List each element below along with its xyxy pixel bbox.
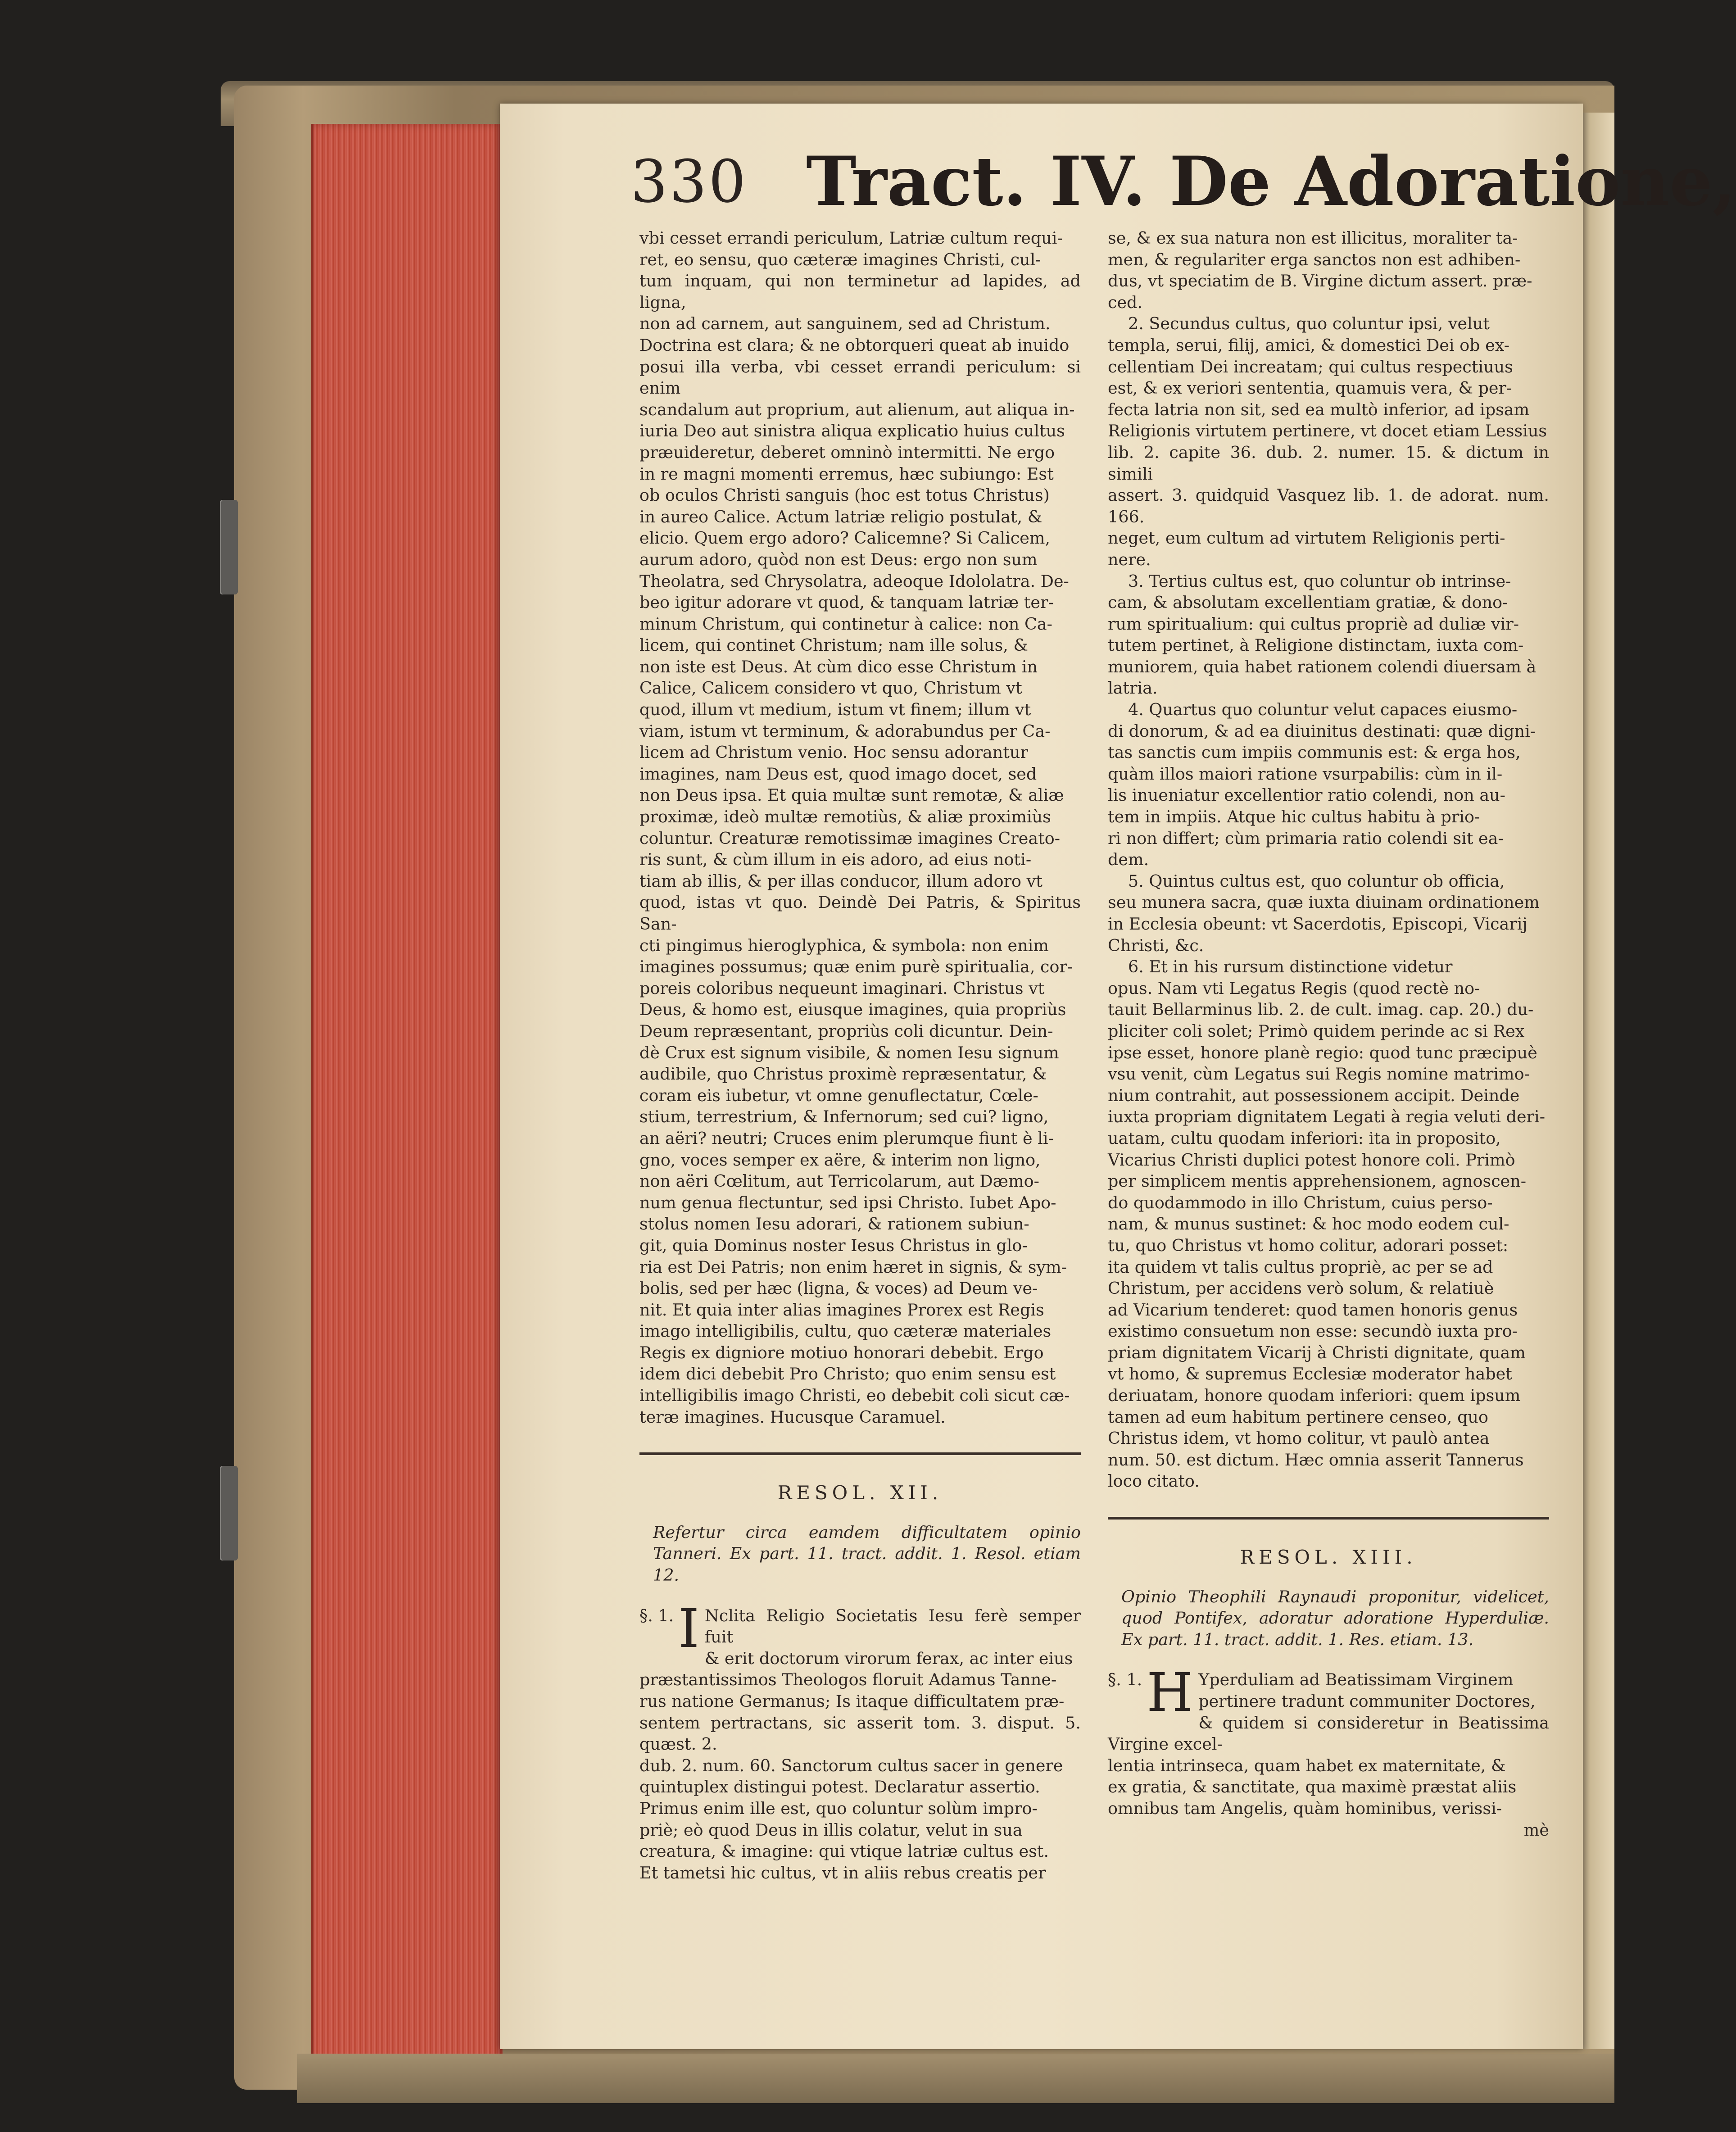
text-line: iuria Deo aut sinistra aliqua explicatio huius cultus — [639, 421, 1065, 441]
text-line: Theolatra, sed Chrysolatra, adeoque Idololatra. De- — [639, 571, 1069, 591]
text-line: Doctrina est clara; & ne obtorqueri queat ab inuido — [639, 335, 1070, 355]
text-line: ri non differt; cùm primaria ratio colendi sit ea- — [1108, 828, 1504, 848]
text-line: Calice, Calicem considero vt quo, Christum vt — [639, 678, 1022, 698]
text-line: se, & ex sua natura non est illicitus, moraliter ta- — [1108, 228, 1518, 248]
text-line: nium contrahit, aut possessionem accipit. Deinde — [1108, 1085, 1520, 1105]
text-line: lis inueniatur excellentior ratio colendi, non au- — [1108, 785, 1505, 805]
resol-heading: RESOL. XIII. — [1240, 1546, 1417, 1569]
text-line: posui illa verba, vbi cesset errandi periculum: si enim — [639, 357, 1081, 398]
text-line: ita quidem vt talis cultus propriè, ac per se ad — [1108, 1257, 1493, 1277]
text-line: dem. — [1108, 850, 1149, 870]
text-line: creatura, & imagine: qui vtique latriæ cultus est. — [639, 1842, 1049, 1861]
text-line: & erit doctorum virorum ferax, ac inter eius — [704, 1648, 1073, 1668]
text-line: elicio. Quem ergo adoro? Calicemne? Si Calicem, — [639, 528, 1051, 548]
text-line: cellentiam Dei increatam; qui cultus respectiuus — [1108, 357, 1513, 377]
text-line: nit. Et quia inter alias imagines Prorex est Regis — [639, 1300, 1044, 1320]
text-line: coram eis iubetur, vt omne genuflectatur, Cœle- — [639, 1085, 1038, 1105]
text-line: Religionis virtutem pertinere, vt docet etiam Lessius — [1108, 421, 1547, 441]
section-divider — [1108, 1517, 1549, 1520]
text-line: dub. 2. num. 60. Sanctorum cultus sacer in genere — [639, 1755, 1063, 1775]
text-line: rus natione Germanus; Is itaque difficultatem præ- — [639, 1692, 1065, 1711]
text-line: existimo consuetum non esse: secundò iuxta pro- — [1108, 1321, 1518, 1341]
clasp — [220, 1466, 238, 1560]
text-line: Christum, per accidens verò solum, & relatiuè — [1108, 1279, 1494, 1298]
left-column-body — [639, 227, 1081, 1428]
text-line: præuideretur, deberet omninò intermitti. Ne ergo — [639, 442, 1055, 462]
drop-cap: H — [1147, 1661, 1193, 1724]
text-line: in aureo Calice. Actum latriæ religio postulat, & — [639, 507, 1043, 526]
text-line: muniorem, quia habet rationem colendi diuersam à — [1108, 657, 1537, 676]
text-line: Deum repræsentant, propriùs coli dicuntur. Dein- — [639, 1021, 1053, 1041]
text-line: præstantissimos Theologos floruit Adamus Tanne- — [639, 1670, 1057, 1690]
running-title: Tract. IV. De Adoratione, — [806, 142, 1736, 221]
text-line: 5. Quintus cultus est, quo coluntur ob officia, — [1128, 871, 1505, 891]
text-line: Regis ex digniore motiuo honorari debebit. Ergo — [639, 1343, 1044, 1362]
text-line: assert. 3. quidquid Vasquez lib. 1. de adorat. num. 166. — [1108, 485, 1549, 526]
text-line: coluntur. Creaturæ remotissimæ imagines Creato- — [639, 828, 1061, 848]
text-line: idem dici debebit Pro Christo; quo enim sensu est — [639, 1364, 1056, 1384]
text-line: vbi cesset errandi periculum, Latriæ cultum requi- — [639, 228, 1063, 248]
section-paragraph — [1108, 1661, 1549, 1819]
text-line: tiam ab illis, & per illas conducor, illum adoro vt — [639, 871, 1043, 891]
text-line: omnibus tam Angelis, quàm hominibus, verissi- — [1108, 1798, 1502, 1818]
text-line: bolis, sed per hæc (ligna, & voces) ad Deum ve- — [639, 1279, 1038, 1298]
text-line: pertinere tradunt communiter Doctores, — [1198, 1692, 1536, 1711]
resol-heading: RESOL. XII. — [777, 1482, 943, 1504]
text-line: quod, istas vt quo. Deindè Dei Patris, & Spiritus San- — [639, 893, 1081, 934]
text-line: ipse esset, honore planè regio: quod tunc præcipuè — [1108, 1043, 1537, 1062]
text-line: tem in impiis. Atque hic cultus habitu à prio- — [1108, 807, 1480, 827]
text-line: vsu venit, cùm Legatus sui Regis nomine matrimo- — [1108, 1064, 1530, 1084]
text-line: num genua flectuntur, sed ipsi Christo. Iubet Apo- — [639, 1193, 1056, 1212]
text-line: licem, qui continet Christum; nam ille solus, & — [639, 635, 1028, 655]
text-line: Et tametsi hic cultus, vt in aliis rebus creatis per — [639, 1863, 1046, 1883]
text-line: git, quia Dominus noster Iesus Christus in glo- — [639, 1235, 1028, 1255]
resol-summary: Refertur circa eamdem difficultatem opinio Tanneri. Ex part. 11. tract. addit. 1. Resol. etiam 12. — [653, 1522, 1081, 1585]
text-line: tu, quo Christus vt homo colitur, adorari posset: — [1108, 1235, 1509, 1255]
text-line: Christi, &c. — [1108, 935, 1204, 955]
text-line: an aëri? neutri; Cruces enim plerumque fiunt è li- — [639, 1128, 1054, 1148]
text-line: proximæ, ideò multæ remotiùs, & aliæ proximiùs — [639, 807, 1051, 827]
text-line: gno, voces semper ex aëre, & interim non ligno, — [639, 1150, 1041, 1170]
page-number: 330 — [630, 147, 748, 216]
text-line: non iste est Deus. At cùm dico esse Christum in — [639, 657, 1038, 676]
text-line: imago intelligibilis, cultu, quo cæteræ materiales — [639, 1321, 1052, 1341]
text-line: quod, illum vt medium, istum vt finem; illum vt — [639, 700, 1031, 720]
text-line: ret, eo sensu, quo cæteræ imagines Christi, cul- — [639, 249, 1041, 269]
text-line: Nclita Religio Societatis Iesu ferè semper fuit — [704, 1606, 1081, 1647]
text-line: quintuplex distingui potest. Declaratur assertio. — [639, 1777, 1040, 1797]
text-line: cti pingimus hieroglyphica, & symbola: non enim — [639, 935, 1049, 955]
text-line: tutem pertinet, à Religione distinctam, iuxta com- — [1108, 635, 1524, 655]
right-column — [1108, 227, 1549, 1841]
text-line: ex gratia, & sanctitate, qua maximè præstat aliis — [1108, 1777, 1517, 1797]
page-header — [630, 142, 1736, 227]
text-line: sentem pertractans, sic asserit tom. 3. disput. 5. quæst. 2. — [639, 1713, 1081, 1754]
text-line: tamen ad eum habitum pertinere censeo, quo — [1108, 1407, 1488, 1427]
section-mark: §. 1. — [1108, 1670, 1142, 1690]
text-line: priam dignitatem Vicarij à Christi dignitate, quam — [1108, 1343, 1526, 1362]
text-line: 2. Secundus cultus, quo coluntur ipsi, velut — [1128, 314, 1490, 334]
text-line: dus, vt speciatim de B. Virgine dictum assert. præ- — [1108, 271, 1532, 291]
text-line: beo igitur adorare vt quod, & tanquam latriæ ter- — [639, 593, 1054, 612]
text-line: ris sunt, & cùm illum in eis adoro, ad eius noti- — [639, 850, 1032, 870]
text-line: nam, & munus sustinet: & hoc modo eodem cul- — [1108, 1214, 1509, 1234]
text-line: non ad carnem, aut sanguinem, sed ad Christum. — [639, 314, 1051, 334]
text-line: men, & regulariter erga sanctos non est adhiben- — [1108, 249, 1521, 269]
left-column — [639, 227, 1081, 1883]
section-paragraph — [639, 1597, 1081, 1884]
text-line: quàm illos maiori ratione vsurpabilis: cùm in il- — [1108, 764, 1503, 784]
text-line: Primus enim ille est, quo coluntur solùm impro- — [639, 1798, 1038, 1818]
text-line: stolus nomen Iesu adorari, & rationem subiun- — [639, 1214, 1029, 1234]
text-line: dè Crux est signum visibile, & nomen Iesu signum — [639, 1043, 1059, 1062]
text-line: non Deus ipsa. Et quia multæ sunt remotæ, & aliæ — [639, 785, 1064, 805]
text-line: tas sanctis cum impiis communis est: & erga hos, — [1108, 743, 1521, 762]
text-line: deriuatam, honore quodam inferiori: quem ipsum — [1108, 1386, 1521, 1406]
text-line: ob oculos Christi sanguis (hoc est totus Christus) — [639, 485, 1050, 505]
text-line: iuxta propriam dignitatem Legati à regia veluti deri- — [1108, 1107, 1546, 1127]
text-line: loco citato. — [1108, 1471, 1200, 1491]
text-line: priè; eò quod Deus in illis colatur, velut in sua — [639, 1820, 1023, 1840]
text-line: neget, eum cultum ad virtutem Religionis perti- — [1108, 528, 1505, 548]
text-line: ad Vicarium tenderet: quod tamen honoris genus — [1108, 1300, 1518, 1320]
text-line: templa, serui, filij, amici, & domestici Dei ob ex- — [1108, 335, 1510, 355]
text-line: scandalum aut proprium, aut alienum, aut aliqua in- — [639, 399, 1075, 419]
text-line: opus. Nam vti Legatus Regis (quod rectè no- — [1108, 978, 1480, 998]
text-line: in Ecclesia obeunt: vt Sacerdotis, Episcopi, Vicarij — [1108, 914, 1527, 934]
drop-cap: I — [678, 1597, 699, 1660]
text-line: nere. — [1108, 549, 1151, 569]
text-line: rum spiritualium: qui cultus propriè ad duliæ vir- — [1108, 614, 1519, 634]
text-line: tum inquam, qui non terminetur ad lapides, ad ligna, — [639, 271, 1081, 312]
text-line: di donorum, & ad ea diuinitus destinati: quæ digni- — [1108, 721, 1536, 741]
text-line: minum Christum, qui continetur à calice: non Ca- — [639, 614, 1053, 634]
text-line: imagines, nam Deus est, quod imago docet, sed — [639, 764, 1037, 784]
text-line: lib. 2. capite 36. dub. 2. numer. 15. & dictum in simili — [1108, 442, 1549, 484]
text-line: Christus idem, vt homo colitur, vt paulò antea — [1108, 1429, 1490, 1448]
text-line: imagines possumus; quæ enim purè spiritualia, cor- — [639, 957, 1073, 977]
text-line: intelligibilis imago Christi, eo debebit coli sicut cæ- — [639, 1386, 1070, 1406]
text-line: per simplicem mentis apprehensionem, agnoscen- — [1108, 1171, 1527, 1191]
text-line: non aëri Cœlitum, aut Terricolarum, aut Dæmo- — [639, 1171, 1039, 1191]
text-line: uatam, cultu quodam inferiori: ita in proposito, — [1108, 1128, 1501, 1148]
text-line: audibile, quo Christus proximè repræsentatur, & — [639, 1064, 1047, 1084]
text-line: 4. Quartus quo coluntur velut capaces eiusmo- — [1128, 700, 1518, 720]
text-line: tauit Bellarminus lib. 2. de cult. imag. cap. 20.) du- — [1108, 1000, 1534, 1020]
text-line: pliciter coli solet; Primò quidem perinde ac si Rex — [1108, 1021, 1525, 1041]
text-line: fecta latria non sit, sed ea multò inferior, ad ipsam — [1108, 399, 1530, 419]
red-page-edges — [311, 124, 503, 2103]
text-line: ced. — [1108, 292, 1143, 312]
text-line: seu munera sacra, quæ iuxta diuinam ordinationem — [1108, 893, 1540, 912]
catchword: mè — [1523, 1820, 1549, 1840]
text-line: & quidem si consideretur in Beatissima Virgine excel- — [1108, 1713, 1549, 1754]
text-line: 6. Et in his rursum distinctione videtur — [1128, 957, 1453, 977]
text-line: teræ imagines. Hucusque Caramuel. — [639, 1407, 946, 1427]
text-line: poreis coloribus nequeunt imaginari. Christus vt — [639, 978, 1045, 998]
section-divider — [639, 1452, 1081, 1455]
text-line: Vicarius Christi duplici potest honore coli. Primò — [1108, 1150, 1515, 1170]
right-column-body — [1108, 227, 1549, 1492]
text-line: 3. Tertius cultus est, quo coluntur ob intrinse- — [1128, 571, 1511, 591]
text-line: lentia intrinseca, quam habet ex maternitate, & — [1108, 1755, 1506, 1775]
text-line: cam, & absolutam excellentiam gratiæ, & dono- — [1108, 593, 1508, 612]
section-text — [639, 1597, 1081, 1884]
text-line: do quodammodo in illo Christum, cuius perso- — [1108, 1193, 1493, 1212]
text-line: est, & ex veriori sententia, quamuis vera, & per- — [1108, 378, 1512, 398]
resol-summary: Opinio Theophili Raynaudi proponitur, videlicet, quod Pontifex, adoratur adoratione Hyperduliæ. Ex part. 11. tract. addit. 1. Res. etiam. 13. — [1121, 1587, 1549, 1649]
text-line: aurum adoro, quòd non est Deus: ergo non sum — [639, 549, 1038, 569]
section-mark: §. 1. — [639, 1606, 674, 1625]
text-line: Yperduliam ad Beatissimam Virginem — [1198, 1670, 1514, 1690]
text-line: viam, istum vt terminum, & adorabundus per Ca- — [639, 721, 1051, 741]
text-line: num. 50. est dictum. Hæc omnia asserit Tannerus — [1108, 1450, 1524, 1470]
text-line: in re magni momenti erremus, hæc subiungo: Est — [639, 464, 1054, 484]
text-line: Deus, & homo est, eiusque imagines, quia propriùs — [639, 1000, 1066, 1020]
text-line: licem ad Christum venio. Hoc sensu adorantur — [639, 743, 1028, 762]
text-line: vt homo, & supremus Ecclesiæ moderator habet — [1108, 1364, 1512, 1384]
text-line: latria. — [1108, 678, 1158, 698]
text-line: stium, terrestrium, & Infernorum; sed cui? ligno, — [639, 1107, 1049, 1127]
book-cover-bottom — [297, 2054, 1614, 2103]
clasp — [220, 500, 238, 594]
text-line: ria est Dei Patris; non enim hæret in signis, & sym- — [639, 1257, 1067, 1277]
